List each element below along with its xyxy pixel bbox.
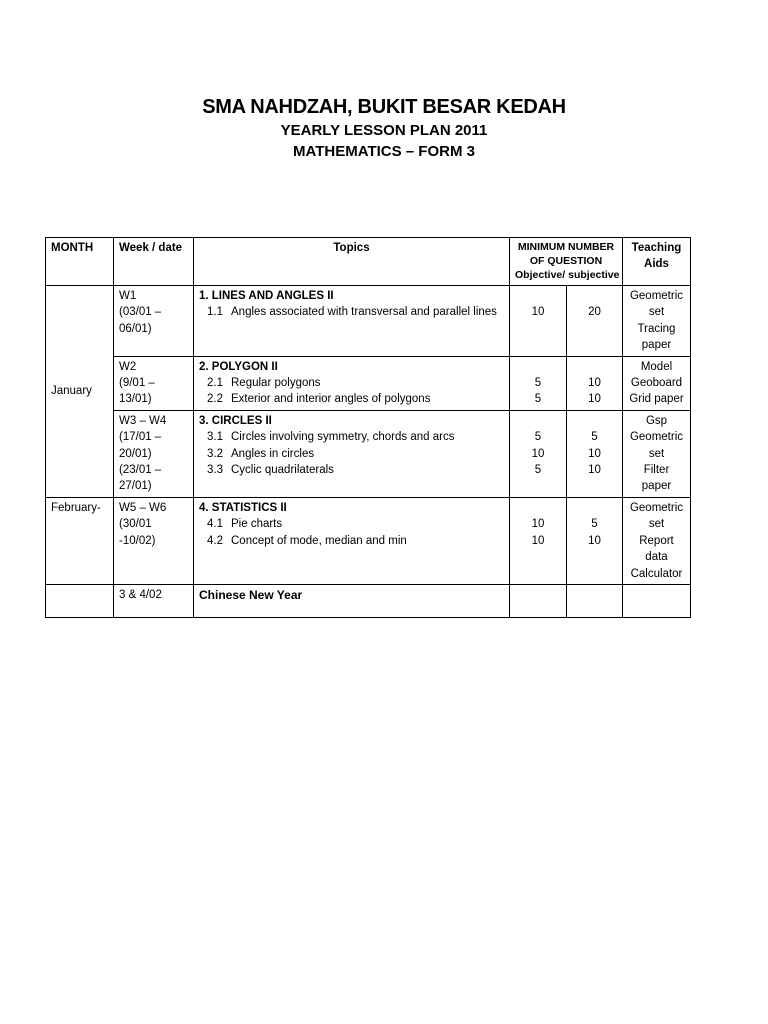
teaching-aids-cell: Geometric set Report data Calculator (623, 497, 691, 584)
subjective-count-cell: 10 10 (567, 356, 623, 410)
teaching-aids-cell (623, 584, 691, 617)
objective-count-cell: 5 10 5 (510, 410, 567, 497)
school-name: SMA NAHDZAH, BUKIT BESAR KEDAH (202, 96, 566, 118)
table-row (46, 356, 691, 410)
objective-count-cell: 10 10 (510, 497, 567, 584)
table-row (46, 497, 691, 584)
objective-count-cell: 5 5 (510, 356, 567, 410)
subjective-count-cell: 5 10 10 (567, 410, 623, 497)
objective-count-cell: 10 (510, 286, 567, 357)
topic-cell: 3. CIRCLES II 3.1 Circles involving symmetry, chords and arcs 3.2 Angles in circles 3.3 Cyclic quadrilaterals (194, 410, 510, 497)
month-cell-february: February- (46, 497, 114, 584)
subjective-count-cell: 20 (567, 286, 623, 357)
week-cell: W3 – W4 (17/01 – 20/01) (23/01 – 27/01) (114, 410, 194, 497)
subjective-count-cell (567, 584, 623, 617)
topic-cell: 2. POLYGON II 2.1 Regular polygons 2.2 Exterior and interior angles of polygons (194, 356, 510, 410)
month-cell-january: January (46, 286, 114, 498)
table-row (46, 584, 691, 617)
week-cell: 3 & 4/02 (114, 584, 194, 617)
document-header (0, 94, 768, 162)
topic-cell: Chinese New Year (194, 584, 510, 617)
plan-title: YEARLY LESSON PLAN 2011 (280, 122, 488, 139)
table-header-row (46, 238, 691, 286)
header-topics: Topics (194, 238, 510, 286)
lesson-plan-table (45, 237, 691, 618)
topic-cell: 4. STATISTICS II 4.1 Pie charts 4.2 Concept of mode, median and min (194, 497, 510, 584)
month-cell-empty (46, 584, 114, 617)
header-week: Week / date (114, 238, 194, 286)
topic-cell: 1. LINES AND ANGLES II 1.1 Angles associated with transversal and parallel lines (194, 286, 510, 357)
header-teaching-aids: Teaching Aids (623, 238, 691, 286)
header-min-questions: MINIMUM NUMBER OF QUESTION Objective/ subjective (510, 238, 623, 286)
table-row (46, 410, 691, 497)
objective-count-cell (510, 584, 567, 617)
subjective-count-cell: 5 10 (567, 497, 623, 584)
week-cell: W2 (9/01 – 13/01) (114, 356, 194, 410)
teaching-aids-cell: Gsp Geometric set Filter paper (623, 410, 691, 497)
week-cell: W1 (03/01 – 06/01) (114, 286, 194, 357)
teaching-aids-cell: Geometric set Tracing paper (623, 286, 691, 357)
subject-title: MATHEMATICS – FORM 3 (293, 143, 475, 160)
teaching-aids-cell: Model Geoboard Grid paper (623, 356, 691, 410)
table-row (46, 286, 691, 357)
header-month: MONTH (46, 238, 114, 286)
week-cell: W5 – W6 (30/01 -10/02) (114, 497, 194, 584)
